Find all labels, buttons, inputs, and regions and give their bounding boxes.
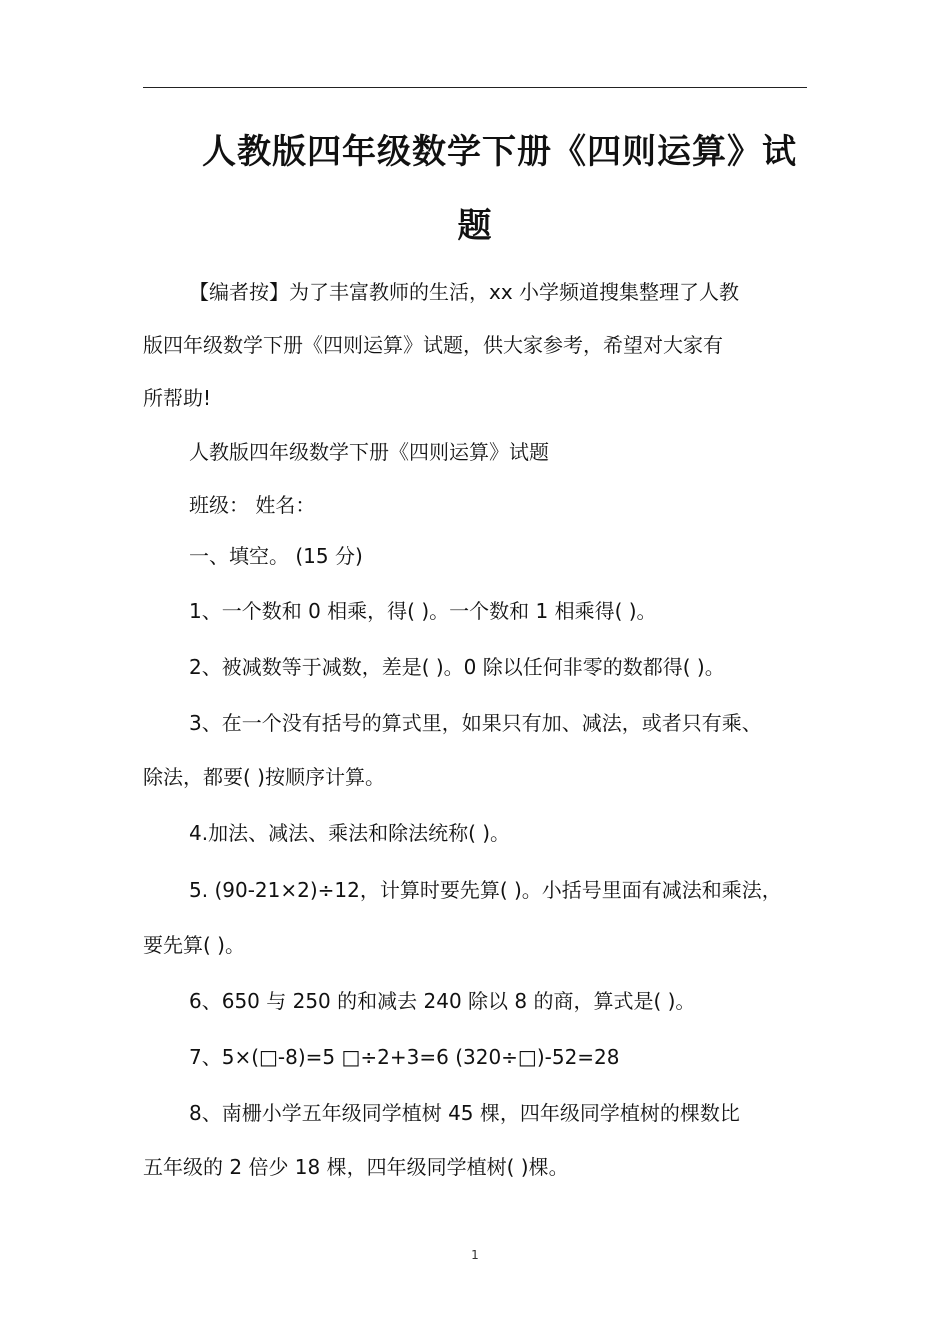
section-1-heading: 一、填空。 (15 分) (189, 544, 363, 568)
intro-line-1: 【编者按】为了丰富教师的生活，xx 小学频道搜集整理了人教 (189, 280, 740, 304)
question-4: 4.加法、减法、乘法和除法统称( )。 (189, 821, 511, 845)
question-5-line-2: 要先算( )。 (143, 933, 245, 957)
question-2: 2、被减数等于减数，差是( )。0 除以任何非零的数都得( )。 (189, 655, 725, 679)
question-8-line-1: 8、南栅小学五年级同学植树 45 棵，四年级同学植树的棵数比 (189, 1101, 740, 1125)
intro-line-2: 版四年级数学下册《四则运算》试题，供大家参考，希望对大家有 (143, 333, 723, 357)
question-6: 6、650 与 250 的和减去 240 除以 8 的商，算式是( )。 (189, 989, 696, 1013)
document-title-line-2: 题 (457, 206, 493, 246)
question-8-line-2: 五年级的 2 倍少 18 棵，四年级同学植树( )棵。 (143, 1155, 569, 1179)
question-3-line-2: 除法，都要( )按顺序计算。 (143, 765, 385, 789)
exam-subtitle: 人教版四年级数学下册《四则运算》试题 (189, 440, 549, 464)
question-3-line-1: 3、在一个没有括号的算式里，如果只有加、减法，或者只有乘、 (189, 711, 762, 735)
document-title-line-1: 人教版四年级数学下册《四则运算》试 (202, 132, 797, 172)
intro-line-3: 所帮助! (143, 386, 212, 410)
class-name-line: 班级： 姓名： (189, 493, 316, 517)
question-5-line-1: 5. (90-21×2)÷12，计算时要先算( )。小括号里面有减法和乘法， (189, 878, 782, 902)
question-7: 7、5×(□-8)=5 □÷2+3=6 (320÷□)-52=28 (189, 1045, 620, 1069)
page-number: 1 (471, 1248, 479, 1262)
question-1: 1、一个数和 0 相乘，得( )。一个数和 1 相乘得( )。 (189, 599, 657, 623)
header-rule (143, 87, 807, 88)
